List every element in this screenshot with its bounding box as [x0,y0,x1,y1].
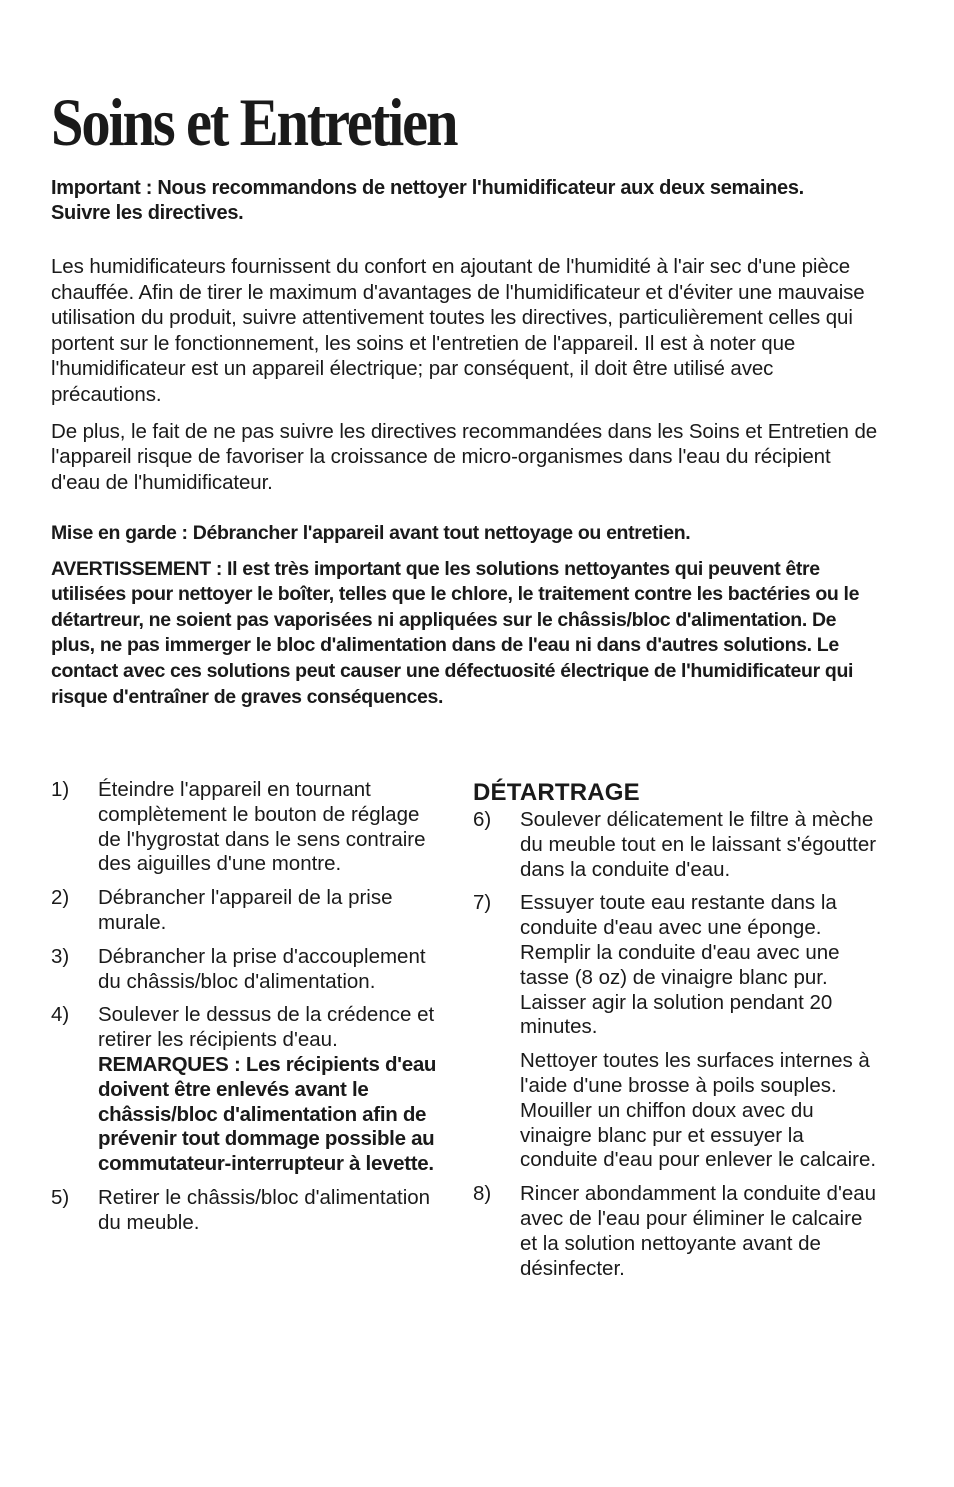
step-text: Débrancher la prise d'accouplement du châssis/bloc d'alimentation. [98,944,426,993]
step-text: Débrancher l'appareil de la prise murale. [98,886,393,934]
warning-section [51,521,881,720]
step-note: REMARQUES : Les récipients d'eau doivent être enlevés avant le châssis/bloc d'alimentation afin de prévenir tout dommage possible au commutateur-interrupteur à levette. [98,1052,437,1176]
step-text: Retirer le châssis/bloc d'alimentation du meuble. [98,1185,431,1234]
step-number: 3) [51,944,70,968]
steps-right-column [473,778,883,1290]
step-item [51,886,441,936]
step-text: Soulever délicatement le filtre à mèche du meuble tout en le laissant s'égoutter dans la conduite d'eau. [520,808,877,881]
step-text: Essuyer toute eau restante dans la conduite d'eau avec une éponge. Remplir la conduite d'eau avec une tasse (8 oz) de vinaigre blanc pur. Laisser agir la solution pendant 20 minutes. [520,891,840,1039]
step-item [51,945,441,995]
step-item [473,1182,883,1281]
intro-paragraph: De plus, le fait de ne pas suivre les directives recommandées dans les Soins et Entretien de l'appareil risque de favoriser la croissance de micro-organismes dans l'eau du récipient d'eau de l'humidificateur. [51,419,878,494]
steps-left-column [51,778,441,1245]
step-number: 5) [51,1185,70,1209]
step-number: 4) [51,1003,70,1027]
section-heading: DÉTARTRAGE [473,779,640,806]
step-number: 6) [473,808,492,831]
step-item [51,1003,441,1177]
step-number: 1) [51,778,70,801]
intro-paragraph: Les humidificateurs fournissent du confort en ajoutant de l'humidité à l'air sec d'une pièce chauffée. Afin de tirer le maximum d'avantages de l'humidificateur et d'éviter une mauvaise utilisation du produit, suivre attentivement toutes les directives, particulièrement celles qui portent sur le fonctionnement, les soins et l'entretien de l'appareil. Il est à noter que l'humidificateur est un appareil électrique; par conséquent, il doit être utilisé avec précautions. [51,255,865,406]
intro-section [51,254,881,506]
caution-text: Mise en garde : Débrancher l'appareil avant tout nettoyage ou entretien. [51,522,691,544]
warning-text: AVERTISSEMENT : Il est très important que les solutions nettoyantes qui peuvent être utilisées pour nettoyer le boîter, telles que le chlore, le traitement contre les bactéries ou le détartreur, ne soient pas vaporisées ni appliquées sur le châssis/bloc d'alimentation. De plus, ne pas immerger le bloc d'alimentation dans de l'eau ni dans d'autres solutions. Le contact avec ces solutions peut causer une défectuosité électrique de l'humidificateur qui risque d'entraîner de graves conséquences. [51,557,860,708]
step-extra-text: Nettoyer toutes les surfaces internes à l'aide d'une brosse à poils souples. Mouiller un chiffon doux avec du vinaigre blanc pur et essuyer la conduite d'eau pour enlever le calcaire. [520,1049,877,1172]
step-item [473,891,883,1173]
step-text: Rincer abondamment la conduite d'eau avec de l'eau pour éliminer le calcaire et la solution nettoyante avant de désinfecter. [520,1182,877,1280]
step-number: 2) [51,886,70,910]
important-notice: Important : Nous recommandons de nettoyer l'humidificateur aux deux semaines. Suivre les directives. [51,177,804,224]
step-item [51,778,441,877]
step-number: 7) [473,891,492,915]
page-title: Soins et Entretien [51,84,457,160]
step-item [51,1186,441,1236]
step-text: Soulever le dessus de la crédence et retirer les récipients d'eau. [98,1003,435,1052]
step-number: 8) [473,1182,492,1206]
step-item [473,808,883,882]
step-text: Éteindre l'appareil en tournant complètement le bouton de réglage de l'hygrostat dans le sens contraire des aiguilles d'une montre. [98,778,426,876]
